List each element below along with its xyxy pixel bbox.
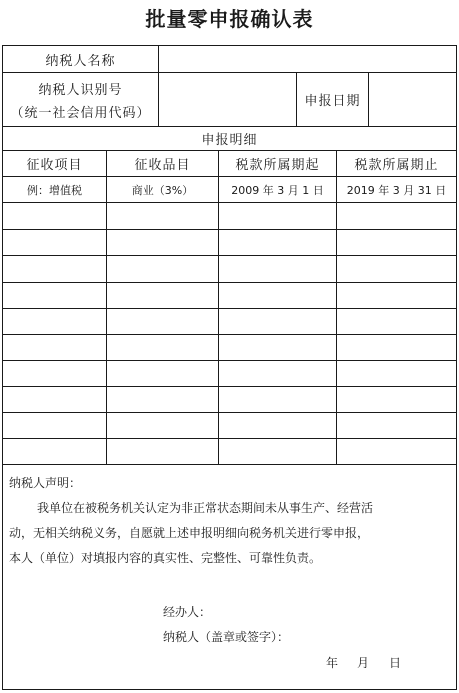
row-divider <box>3 412 456 413</box>
table-cell[interactable]: 例：增值税 <box>27 183 82 197</box>
column-header-period-end: 税款所属期止 <box>354 158 439 173</box>
row-divider <box>3 308 456 309</box>
column-header-period-start: 税款所属期起 <box>235 158 320 173</box>
declare-date-label: 申报日期 <box>304 94 361 109</box>
details-section-label: 申报明细 <box>201 133 258 148</box>
row-divider <box>3 438 456 439</box>
form-title: 批量零申报确认表 <box>145 7 314 31</box>
table-cell[interactable]: 2019 年 3 月 31 日 <box>346 183 447 197</box>
row-divider <box>3 334 456 335</box>
taxpayer-name-label: 纳税人名称 <box>45 53 116 69</box>
column-header-levy-item: 征收项目 <box>26 158 83 173</box>
declaration-line: 我单位在被税务机关认定为非正常状态期间未从事生产、经营活 <box>37 501 374 515</box>
column-header-levy-category: 征收品目 <box>134 158 191 173</box>
declare-date-field[interactable] <box>369 73 456 126</box>
table-cell[interactable]: 商业（3%） <box>131 183 194 197</box>
table-cell[interactable]: 2009 年 3 月 1 日 <box>231 183 324 197</box>
zero-declaration-form <box>2 45 457 690</box>
date-day-label: 日 <box>389 656 402 670</box>
handler-label: 经办人： <box>163 605 212 619</box>
taxpayer-id-label <box>3 73 158 126</box>
taxpayer-id-label-line2: （统一社会信用代码） <box>10 105 151 121</box>
row-divider <box>3 202 456 203</box>
row-divider <box>3 255 456 256</box>
taxpayer-name-field[interactable] <box>159 46 456 72</box>
date-year-label: 年 <box>326 656 339 670</box>
declaration-heading: 纳税人声明： <box>9 476 82 490</box>
taxpayer-id-field[interactable] <box>159 73 296 126</box>
date-month-label: 月 <box>357 656 370 670</box>
taxpayer-sign-label: 纳税人（盖章或签字）： <box>163 630 290 644</box>
row-divider <box>3 282 456 283</box>
row-divider <box>3 229 456 230</box>
row-divider <box>3 464 456 465</box>
row-divider <box>3 386 456 387</box>
taxpayer-id-label-line1: 纳税人识别号 <box>38 82 123 98</box>
declaration-line: 本人（单位）对填报内容的真实性、完整性、可靠性负责。 <box>9 551 322 565</box>
row-divider <box>3 360 456 361</box>
declaration-line: 动，无相关纳税义务，自愿就上述申报明细向税务机关进行零申报， <box>9 526 370 540</box>
